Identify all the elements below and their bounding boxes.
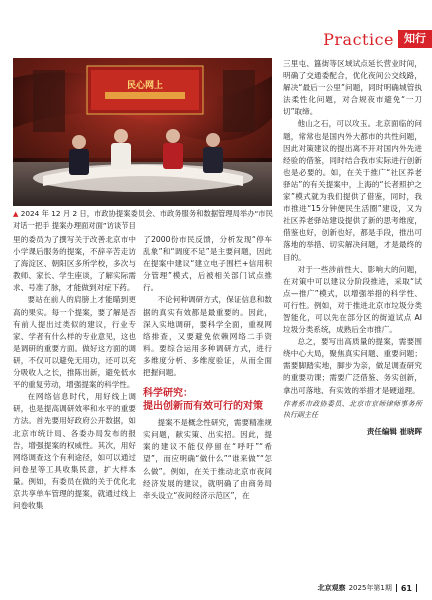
paragraph: 在网络信息时代，用好线上调研，也是提高调研效率和水平的重要方法。首先要用好政府公开数据，如北京市统计局、各委办局发布的报告，增强提案的权威性。其次，用好网络调查这个有利途径，如可以通过问卷星等工具收集民意，扩大样本量。例如，有委员在做的关于优化北京共享单车管理的提案，就通过线上问卷收集 [13,392,136,511]
paragraph: 他山之石，可以攻玉。北京面临的问题，常常也是国内外大都市的共性问题，因此对策建议的提出离不开对国内外先进经验的借鉴，同时结合我市实际进行创新也是必要的。如，在关于推广“社区养老驿站”的有关提案中，上海的“长者照护之家”模式就为我们提供了借鉴，同时，我市推进“15分钟便民生活圈”建设，又为社区养老驿站建设提供了新的思考维度，借鉴也好，创新也好，都是手段，推出可落地的举措、切实解决问题，才是最终的目的。 [283,119,422,262]
paragraph: 里的委员为了撰写关于改善北京市中小学课后服务的提案，不辞辛苦走访了海淀区、朝阳区多所学校，多次与教师、家长、学生座谈，了解实际需求、号准了脉，才能做到对症下药。 [13,235,136,293]
author-note: 作者系市政协委员、北京市京师律师事务所执行副主任 [283,399,422,419]
section-subheading: 提出创新而有效可行的对策 [143,401,263,413]
paragraph: 提案不是概念性研究，需要精准规实问题，献实策、出实招。因此，提案的建议不能仅停留在“呼吁”“希望”，而应明确“做什么”“谁来做”“怎么做”。例如，在关于推动北京市夜间经济发展的建议，就明确了由商务局牵头设立“夜间经济示范区”，在 [143,418,272,500]
page-number: 61 [400,583,412,593]
responsible-editor: 责任编辑 崔晓晖 [366,426,422,436]
paragraph: 总之，要写出高质量的提案，需要围绕中心大局，聚焦真实问题、重要问题；需要脚踏实地，脚步为亲，做足调查研究的重要功课；需要广泛借鉴、务实创新，拿出可落地、有实效的举措才是硬道理。 [283,337,422,395]
section-heading: 科学研究： [143,388,193,400]
caption-triangle-icon: ▲ [13,210,19,218]
paragraph: 对于一些涉前性大、影响大的问题，在对策中可以建议分阶段推进，采取“试点—推广”模式，以增强举措的科学性、可行性。例如，对于推进北京市垃圾分类智能化，可以先在部分区的街道试点 AI 垃圾分类系统，成熟后全市推广。 [283,264,422,335]
footer-divider [416,584,417,592]
text-column-right [283,58,422,438]
photo-caption [13,208,275,231]
text-column-middle [143,234,272,502]
magazine-name: 北京观察 [317,584,346,592]
section-header [323,30,432,48]
interview-photo [13,58,272,206]
issue-number: 2025年第1期 [348,584,392,592]
paragraph: 要站在前人的肩膀上才能瞄到更高的果实。每一个提案，要了解是否有前人提出过类似的建议，行业专家、学者有什么样的专业意见，这也是调研的重要方面。做好这方面的调研，不仅可以避免无用功，还可以充分吸收人之长，推陈出新，避免低水平的重复劳动，增强提案的科学性。 [13,295,136,390]
paragraph: 了2000份市民反馈，分析发现“停车乱象”和“调度不足”是主要问题，因此在提案中建议“建立电子围栏+信用积分管理”模式，后被相关部门试点推行。 [143,235,272,293]
caption-text: 2024 年 12 月 2 日，市政协提案委员会、市政务服务和数据管理局举办“市民对话一把手 提案办理面对面”访谈节目 [13,209,273,230]
footer-divider [396,584,397,592]
studio-scene-illustration [13,58,272,206]
paragraph: 不论何种调研方式，保证信息和数据的真实有效都是最重要的。因此，深入实地调研，要科学全面，重视网络排查，又要避免依赖网络二手资料。要综合运用多种调研方式，进行多维度分析、多维度验证，从而全面把握问题。 [143,295,272,378]
page-footer [318,583,418,593]
paragraph: 三里屯、簋街等区域试点延长营业时间，明确了交通委配合，优化夜间公交线路，解决“最后一公里”问题，同时明确城管执法柔性化问题，对合规夜市避免“一刀切”取缔。 [283,59,422,117]
section-tag: 知行 [398,30,432,48]
studio-screen-text: 民心网上 [126,81,164,91]
section-title-en: Practice [323,29,394,49]
text-column-left [13,234,136,512]
